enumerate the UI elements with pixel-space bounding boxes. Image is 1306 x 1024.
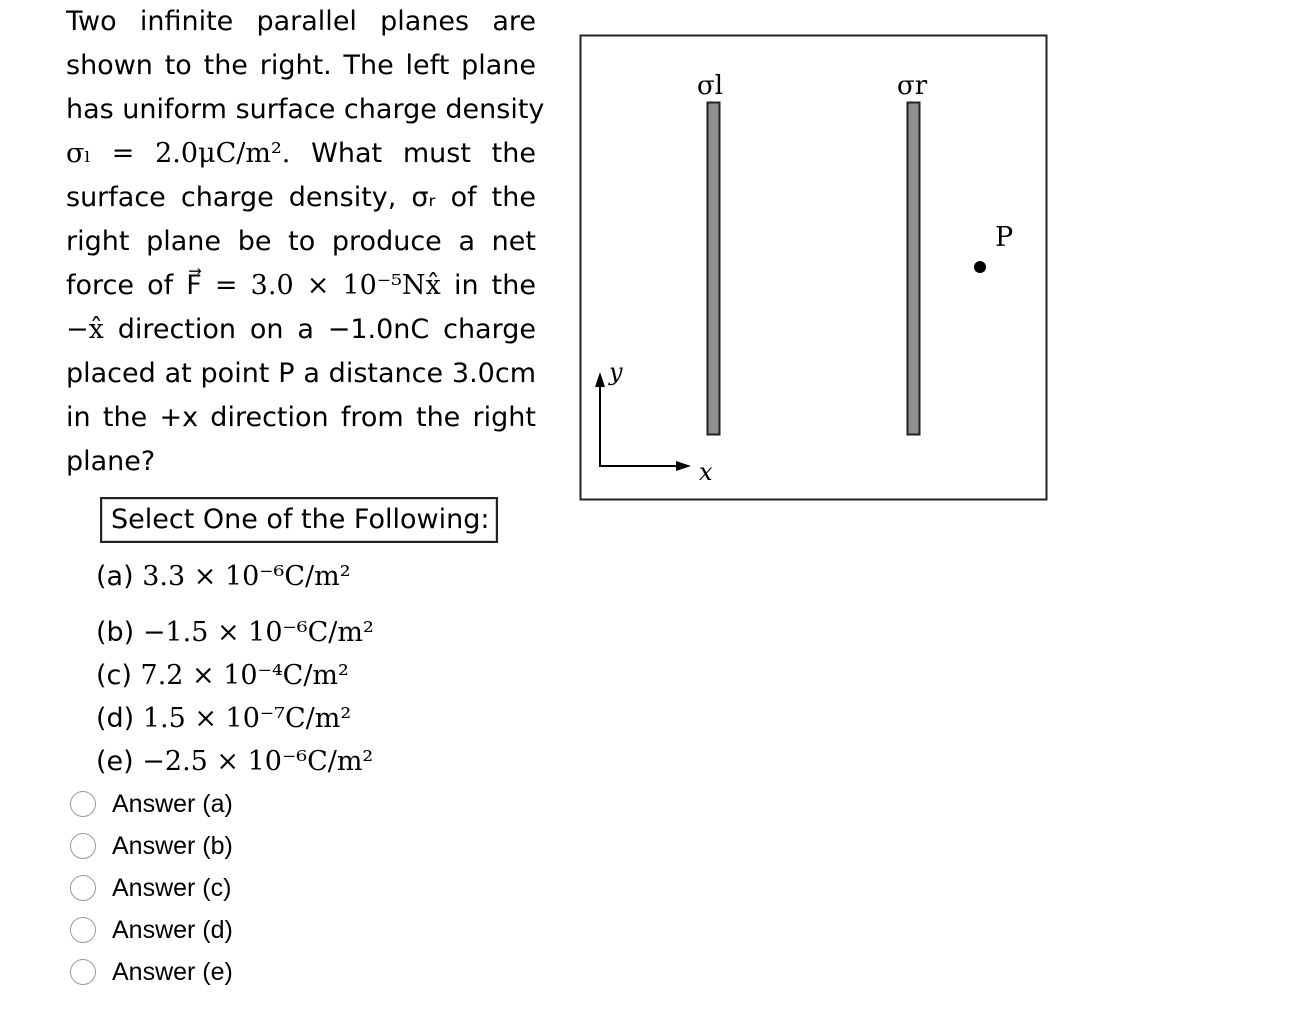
- radio-button-a[interactable]: [70, 791, 96, 817]
- question-line: [66, 308, 536, 352]
- option-value: −1.5 × 10⁻⁶C/m²: [142, 617, 374, 648]
- option-b: [96, 614, 374, 652]
- question-line: [66, 264, 536, 308]
- question-line: [66, 132, 536, 176]
- y-axis-label: y: [609, 358, 623, 386]
- option-letter: (b): [96, 617, 135, 648]
- option-letter: (a): [96, 561, 134, 592]
- option-value: 3.3 × 10⁻⁶C/m²: [142, 561, 351, 592]
- point-p-label: P: [995, 222, 1014, 253]
- question-fragment: What must the: [311, 138, 536, 169]
- select-header: Select One of the Following:: [100, 497, 498, 543]
- option-letter: (c): [96, 660, 132, 691]
- radio-button-d[interactable]: [70, 917, 96, 943]
- option-letter: (e): [96, 746, 134, 777]
- point-p-marker: [974, 261, 986, 273]
- answer-label[interactable]: Answer (c): [112, 873, 232, 902]
- sigma-left-label: σl: [697, 71, 724, 101]
- question-line: placed at point P a distance 3.0cm: [66, 358, 536, 389]
- radio-button-e[interactable]: [70, 959, 96, 985]
- option-value: 1.5 × 10⁻⁷C/m²: [142, 703, 352, 734]
- force-expression: F⃗ = 3.0 × 10⁻⁵Nx̂: [186, 270, 441, 301]
- question-line: right plane be to produce a net: [66, 226, 536, 257]
- answer-label[interactable]: Answer (d): [112, 915, 233, 944]
- right-plane: [908, 103, 920, 435]
- answer-d[interactable]: [70, 914, 233, 946]
- answer-a[interactable]: [70, 788, 233, 820]
- sigma-left-expression: σₗ = 2.0μC/m².: [66, 138, 291, 169]
- answer-b[interactable]: [70, 830, 233, 862]
- option-value: −2.5 × 10⁻⁶C/m²: [142, 746, 374, 777]
- question-fragment: force of: [66, 270, 174, 301]
- radio-button-b[interactable]: [70, 833, 96, 859]
- question-fragment: direction on a −1.0nC charge: [117, 314, 536, 345]
- direction-expression: −x̂: [66, 314, 104, 345]
- radio-button-c[interactable]: [70, 875, 96, 901]
- answer-c[interactable]: [70, 872, 231, 904]
- answer-label[interactable]: Answer (a): [112, 789, 233, 818]
- option-c: [96, 657, 349, 695]
- sigma-right-label: σr: [897, 71, 928, 101]
- question-line: plane?: [66, 446, 156, 477]
- question-line: shown to the right. The left plane: [66, 50, 536, 81]
- option-d: [96, 700, 351, 738]
- answer-e[interactable]: [70, 956, 233, 988]
- question-line: surface charge density, σᵣ of the: [66, 182, 536, 213]
- parallel-planes-figure: [579, 34, 1049, 502]
- answer-label[interactable]: Answer (e): [112, 957, 233, 986]
- question-fragment: in the: [453, 270, 536, 301]
- option-value: 7.2 × 10⁻⁴C/m²: [140, 660, 349, 691]
- option-e: [96, 743, 373, 781]
- question-line: in the +x direction from the right: [66, 402, 536, 433]
- option-a: [96, 558, 351, 596]
- option-letter: (d): [96, 703, 135, 734]
- left-plane: [708, 103, 720, 435]
- question-line: has uniform surface charge density: [66, 94, 545, 125]
- question-line: Two infinite parallel planes are: [66, 6, 536, 37]
- question-text: [66, 0, 545, 484]
- answer-label[interactable]: Answer (b): [112, 831, 233, 860]
- x-axis-label: x: [699, 458, 713, 486]
